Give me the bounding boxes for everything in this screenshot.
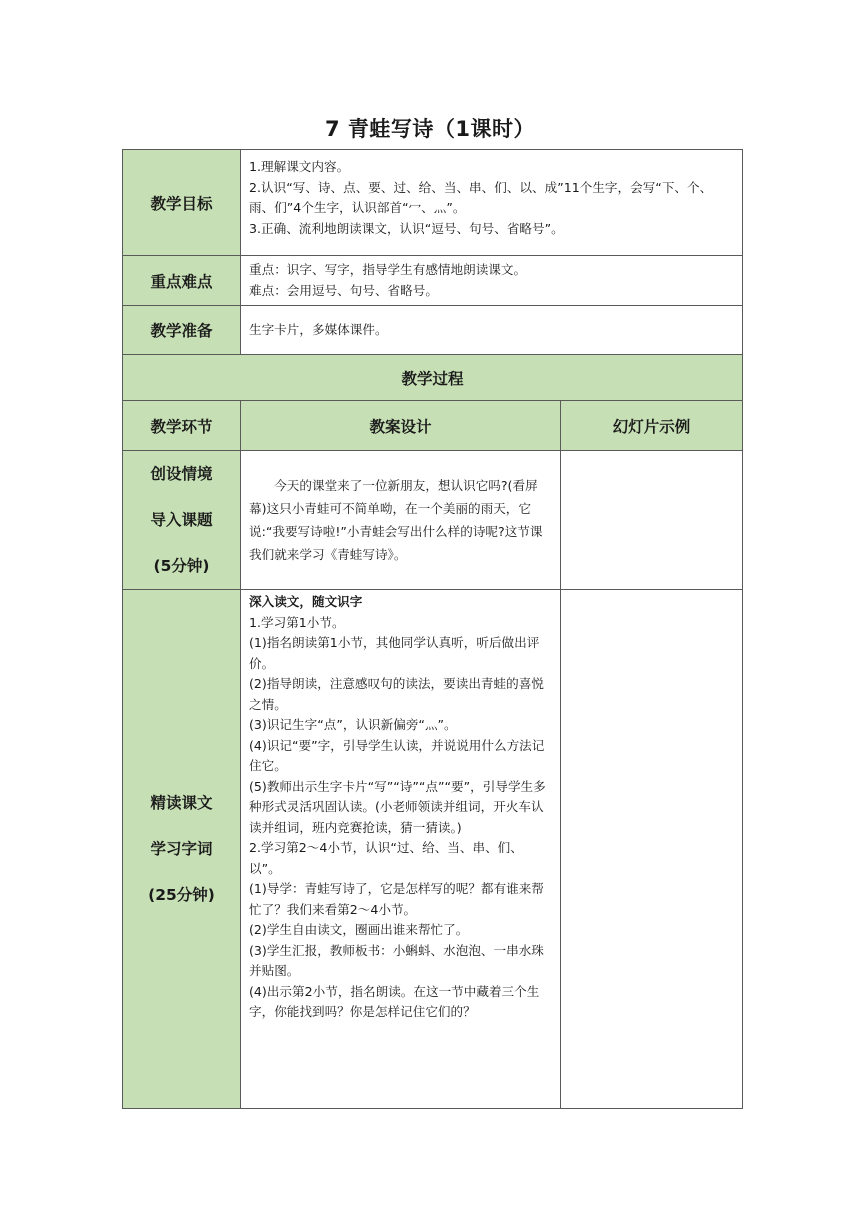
step-line: (2)学生自由读文，圈画出谁来帮忙了。: [249, 922, 469, 937]
section-reading-heading: 深入读文，随文识字: [249, 594, 363, 609]
process-header: 教学过程: [123, 355, 743, 401]
step-line: 1.学习第1小节。: [249, 614, 345, 630]
process-header-row: [123, 355, 743, 401]
section-intro-label-line: (5分钟): [153, 557, 210, 575]
section-intro-label: [123, 451, 241, 590]
section-intro-slide-cell: [561, 451, 743, 590]
section-intro-label-line: 导入课题: [150, 511, 213, 529]
step-line: (4)识记“要”字，引导学生认读，并说说用什么方法记住它。: [249, 737, 545, 773]
section-reading-label-line: (25分钟): [148, 886, 215, 904]
column-header-stage: 教学环节: [123, 401, 241, 451]
section-intro-row: [123, 451, 743, 590]
key-points-row: [123, 256, 743, 306]
section-reading-row: [123, 590, 743, 1109]
section-reading-label: [123, 590, 241, 1109]
key-points-content: [241, 256, 743, 306]
step-line: (5)教师出示生字卡片“写”“诗”“点”“要”，引导学生多种形式灵活巩固认读。(小老师领读并组词，开火车认读并组词，班内竞赛抢读，猜一猜读。): [249, 778, 546, 835]
step-line: 2.学习第2～4小节，认识“过、给、当、串、们、以”。: [249, 840, 523, 876]
step-line: (1)指名朗读第1小节，其他同学认真听，听后做出评价。: [249, 635, 540, 671]
section-reading-content: [241, 590, 561, 1109]
key-point-line: 重点：识字、写字，指导学生有感情地朗读课文。: [249, 262, 527, 277]
goal-line: 2.认识“写、诗、点、要、过、给、当、串、们、以、成”11个生字，会写“下、个、雨、们”4个生字，认识部首“冖、灬”。: [249, 179, 713, 215]
section-reading-label-line: 精读课文: [150, 794, 213, 812]
step-line: (1)导学：青蛙写诗了，它是怎样写的呢？都有谁来帮忙了？我们来看第2～4小节。: [249, 881, 544, 917]
key-points-label: 重点难点: [123, 256, 241, 306]
goal-line: 1.理解课文内容。: [249, 159, 350, 174]
step-line: (4)出示第2小节，指名朗读。在这一节中藏着三个生字，你能找到吗？你是怎样记住它们的？: [249, 983, 540, 1019]
key-point-line: 难点：会用逗号、句号、省略号。: [249, 282, 438, 298]
section-reading-slide-cell: [561, 590, 743, 1109]
section-intro-label-line: 创设情境: [150, 465, 213, 483]
step-line: (3)学生汇报，教师板书：小蝌蚪、水泡泡、一串水珠并贴图。: [249, 942, 544, 978]
section-intro-content: [241, 451, 561, 590]
prep-content: 生字卡片，多媒体课件。: [241, 306, 743, 355]
column-header-row: [123, 401, 743, 451]
column-header-slides: 幻灯片示例: [561, 401, 743, 451]
section-reading-label-line: 学习字词: [150, 840, 213, 858]
goal-line: 3.正确、流利地朗读课文，认识“逗号、句号、省略号”。: [249, 220, 564, 236]
lesson-plan-table: [122, 149, 743, 1109]
goals-content: [241, 150, 743, 256]
column-header-design: 教案设计: [241, 401, 561, 451]
page-title: 7 青蛙写诗（1课时）: [324, 117, 536, 141]
goals-row: [123, 150, 743, 256]
prep-row: [123, 306, 743, 355]
goals-label: 教学目标: [123, 150, 241, 256]
prep-label: 教学准备: [123, 306, 241, 355]
step-line: (3)识记生字“点”，认识新偏旁“灬”。: [249, 717, 457, 732]
step-line: (2)指导朗读，注意感叹句的读法，要读出青蛙的喜悦之情。: [249, 676, 544, 712]
section-intro-text: 今天的课堂来了一位新朋友，想认识它吗?(看屏幕)这只小青蛙可不简单呦，在一个美丽的雨天，它说:“我要写诗啦!”小青蛙会写出什么样的诗呢?这节课我们就来学习《青蛙写诗》。: [249, 478, 543, 562]
